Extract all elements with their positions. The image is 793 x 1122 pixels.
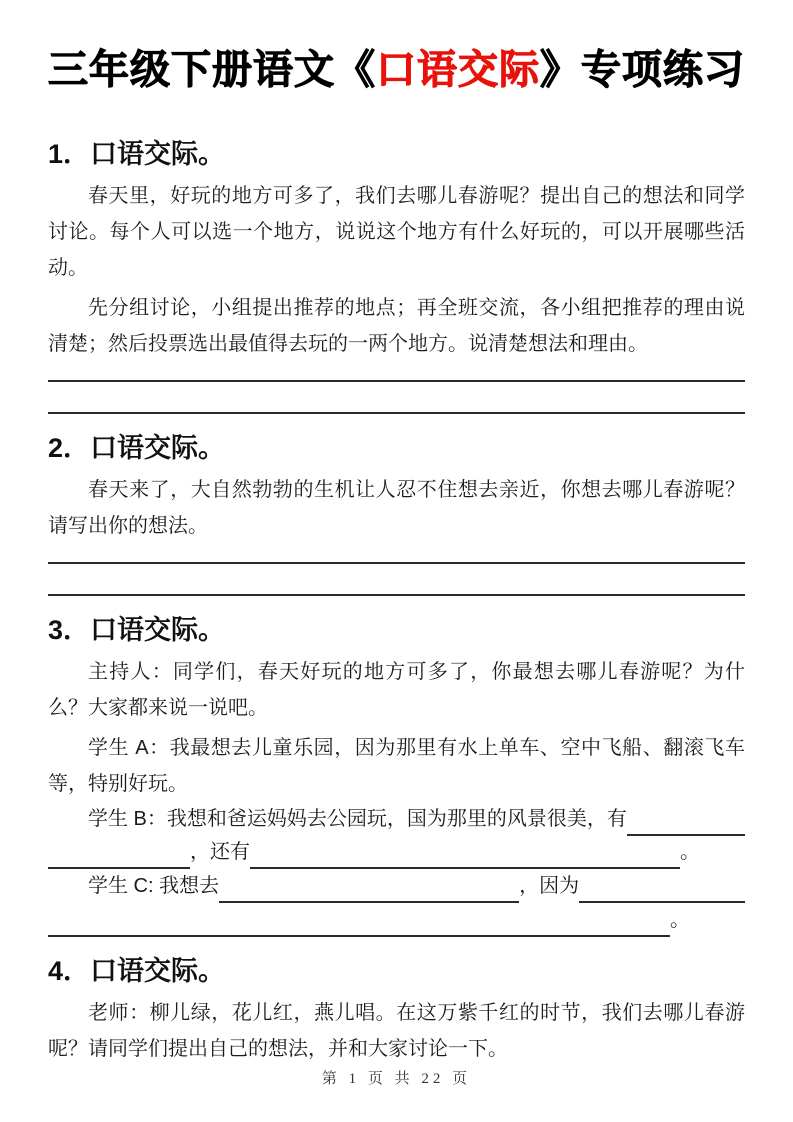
- student-c-text: 学生 C: 我想去: [88, 875, 220, 898]
- student-b-connector-text: ，还有: [190, 841, 250, 864]
- student-b-text: 学生 B：我想和爸运妈妈去公园玩，国为那里的风景很美，有: [88, 807, 627, 830]
- section-4-teacher-paragraph: 老师：柳儿绿，花儿红，燕儿唱。在这万紫千红的时节，我们去哪儿春游呢？请同学们提出自己的想法，并和大家讨论一下。: [48, 1002, 745, 1061]
- student-b-line-1: [48, 802, 745, 836]
- student-b-line-2: [48, 836, 745, 870]
- fill-blank: [579, 871, 745, 903]
- fill-blank: [48, 905, 670, 937]
- page-title: [48, 40, 745, 100]
- title-post: 》专项练习: [540, 47, 745, 92]
- page-footer: 第 1 页 共 22 页: [321, 1071, 472, 1088]
- section-3-heading: 3．口语交际。: [48, 614, 226, 645]
- section-1-heading: 1．口语交际。: [48, 139, 226, 169]
- student-b-period: 。: [680, 841, 700, 864]
- student-c-period: 。: [670, 909, 690, 932]
- section-1-paragraph-1: 春天里，好玩的地方可多了，我们去哪儿春游呢？提出自己的想法和同学讨论。每个人可以选一个地方，说说这个地方有什么好玩的，可以开展哪些活动。: [48, 185, 745, 279]
- section-1-paragraph-2: 先分组讨论，小组提出推荐的地点；再全班交流，各小组把推荐的理由说清楚；然后投票选出最值得去玩的一两个地方。说清楚想法和理由。: [48, 297, 745, 355]
- section-2-heading: 2．口语交际。: [48, 432, 226, 463]
- fill-blank: [250, 837, 680, 869]
- answer-blank-line: [48, 382, 745, 414]
- section-2-paragraph-1: 春天来了，大自然勃勃的生机让人忍不住想去亲近，你想去哪儿春游呢？请写出你的想法。: [48, 478, 745, 537]
- answer-blank-line: [48, 564, 745, 596]
- section-3-host-paragraph: 主持人：同学们，春天好玩的地方可多了，你最想去哪儿春游呢？为什么？大家都来说一说吧。: [48, 660, 745, 719]
- student-c-line-2: [48, 903, 745, 937]
- fill-blank: [48, 837, 190, 869]
- answer-blank-line: [48, 362, 745, 382]
- section-4-heading: 4．口语交际。: [48, 956, 226, 987]
- fill-blank: [627, 804, 745, 836]
- title-pre: 三年级下册语文《: [48, 47, 376, 92]
- student-c-connector-text: ，因为: [519, 875, 580, 898]
- fill-blank: [219, 871, 519, 903]
- section-3-student-a-paragraph: 学生 A：我最想去儿童乐园，因为那里有水上单车、空中飞船、翻滚飞车等，特别好玩。: [48, 736, 745, 795]
- title-highlight: 口语交际: [376, 47, 540, 92]
- answer-blank-line: [48, 544, 745, 564]
- student-c-line-1: [48, 869, 745, 903]
